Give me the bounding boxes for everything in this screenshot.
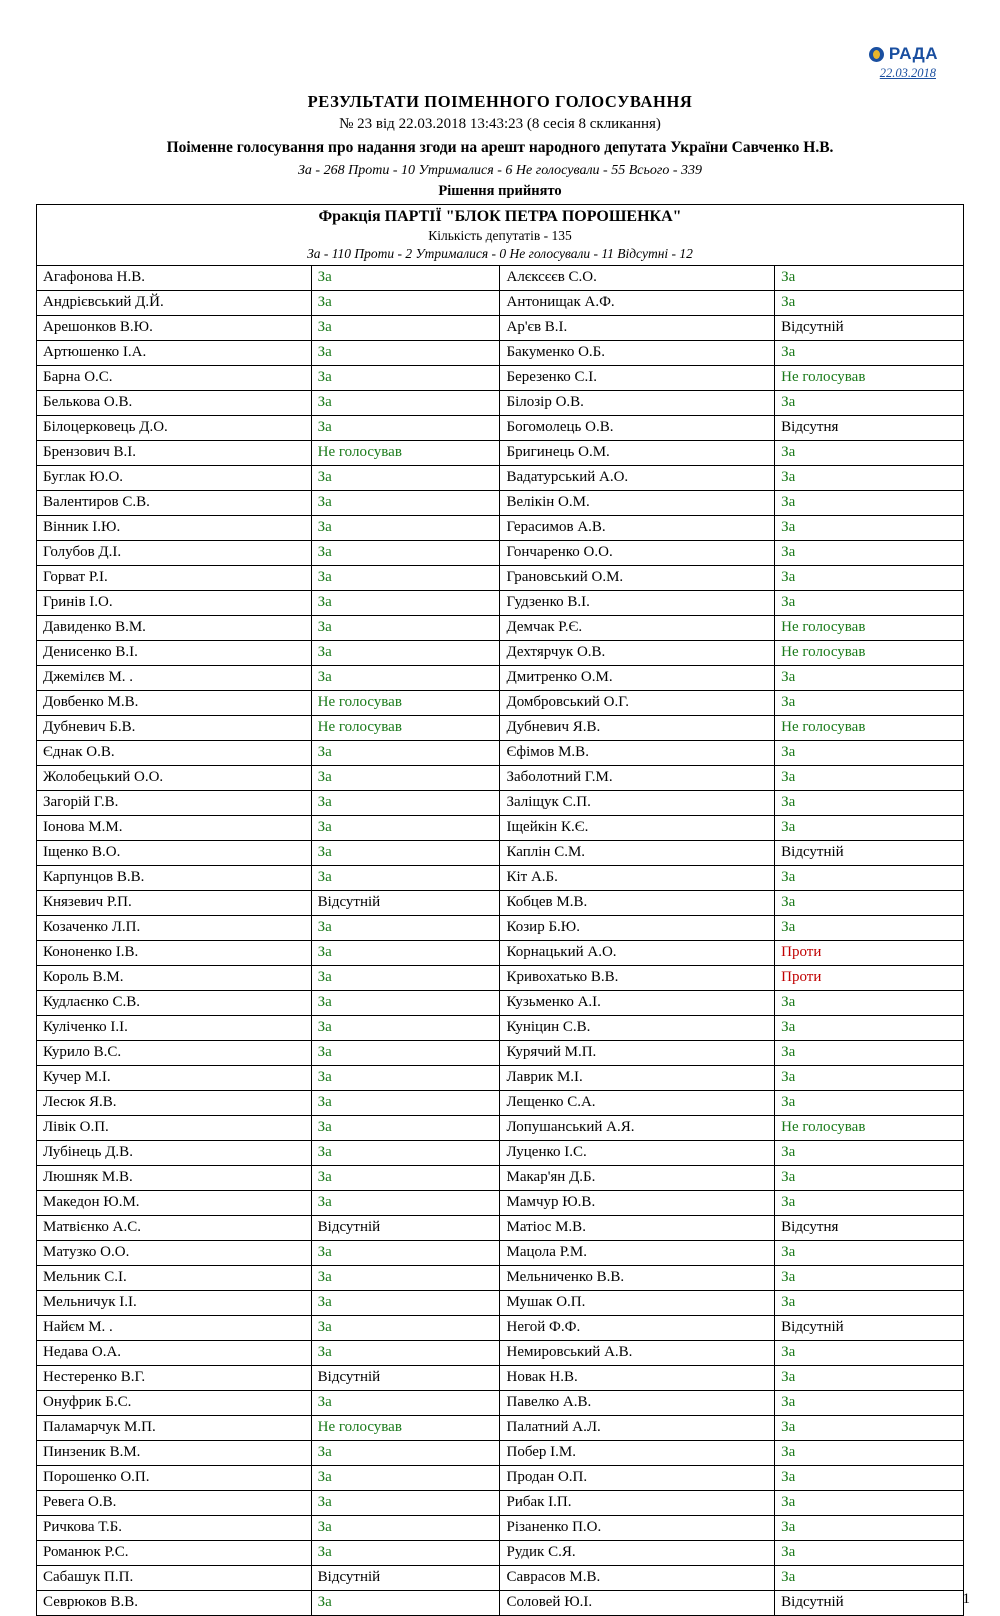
deputy-name: Довбенко М.В.	[37, 690, 312, 715]
vote-value: За	[775, 1190, 964, 1215]
deputy-name: Різаненко П.О.	[500, 1515, 775, 1540]
deputy-name: Дубневич Я.В.	[500, 715, 775, 740]
vote-question: Поіменне голосування про надання згоди на арешт народного депутата України Савченко Н.В.	[166, 139, 834, 156]
vote-value: За	[775, 1540, 964, 1565]
vote-value: За	[311, 415, 500, 440]
table-row	[37, 965, 964, 990]
deputy-name: Сабашук П.П.	[37, 1565, 312, 1590]
deputy-name: Палатний А.Л.	[500, 1415, 775, 1440]
vote-value: За	[311, 840, 500, 865]
vote-value: За	[311, 1315, 500, 1340]
deputy-name: Куліченко І.І.	[37, 1015, 312, 1040]
deputy-name: Кузьменко А.І.	[500, 990, 775, 1015]
deputy-name: Луценко І.С.	[500, 1140, 775, 1165]
deputy-name: Курило В.С.	[37, 1040, 312, 1065]
deputy-name: Домбровський О.Г.	[500, 690, 775, 715]
vote-value: За	[775, 790, 964, 815]
voting-table-body	[37, 265, 964, 1615]
vote-value: Відсутній	[311, 1565, 500, 1590]
deputy-name: Гудзенко В.І.	[500, 590, 775, 615]
vote-value: Проти	[775, 965, 964, 990]
vote-value: За	[311, 1040, 500, 1065]
vote-value: За	[775, 1165, 964, 1190]
vote-value: За	[775, 1390, 964, 1415]
vote-value: За	[775, 1440, 964, 1465]
deputy-name: Мельниченко В.В.	[500, 1265, 775, 1290]
table-row	[37, 1040, 964, 1065]
deputy-name: Дубневич Б.В.	[37, 715, 312, 740]
vote-value: За	[775, 1365, 964, 1390]
document-header	[36, 0, 964, 200]
deputy-name: Лубінець Д.В.	[37, 1140, 312, 1165]
deputy-name: Брензович В.І.	[37, 440, 312, 465]
vote-value: За	[775, 1465, 964, 1490]
page-title: РЕЗУЛЬТАТИ ПОІМЕННОГО ГОЛОСУВАННЯ	[307, 92, 693, 111]
deputy-name: Горват Р.І.	[37, 565, 312, 590]
vote-value: За	[311, 1265, 500, 1290]
table-row	[37, 1090, 964, 1115]
deputy-name: Грановський О.М.	[500, 565, 775, 590]
table-row	[37, 740, 964, 765]
vote-value: За	[775, 865, 964, 890]
vote-value: За	[311, 315, 500, 340]
faction-deputy-count: Кількість депутатів - 135	[428, 227, 572, 243]
table-row	[37, 1215, 964, 1240]
vote-value: За	[311, 590, 500, 615]
deputy-name: Агафонова Н.В.	[37, 265, 312, 290]
deputy-name: Негой Ф.Ф.	[500, 1315, 775, 1340]
vote-value: За	[775, 590, 964, 615]
vote-value: За	[311, 1240, 500, 1265]
table-row	[37, 440, 964, 465]
deputy-name: Вінник І.Ю.	[37, 515, 312, 540]
deputy-name: Кудлаєнко С.В.	[37, 990, 312, 1015]
table-row	[37, 1465, 964, 1490]
decision-status: Рішення прийнято	[438, 182, 562, 199]
table-row	[37, 940, 964, 965]
vote-value: За	[775, 1065, 964, 1090]
table-row	[37, 1540, 964, 1565]
deputy-name: Богомолець О.В.	[500, 415, 775, 440]
vote-value: Не голосував	[775, 365, 964, 390]
vote-value: За	[775, 340, 964, 365]
deputy-name: Дехтярчук О.В.	[500, 640, 775, 665]
vote-value: За	[311, 265, 500, 290]
deputy-name: Новак Н.В.	[500, 1365, 775, 1390]
table-row	[37, 1490, 964, 1515]
table-row	[37, 615, 964, 640]
vote-value: За	[775, 440, 964, 465]
deputy-name: Порошенко О.П.	[37, 1465, 312, 1490]
vote-value: За	[311, 640, 500, 665]
deputy-name: Карпунцов В.В.	[37, 865, 312, 890]
deputy-name: Алєксєєв С.О.	[500, 265, 775, 290]
deputy-name: Іщенко В.О.	[37, 840, 312, 865]
vote-value: За	[311, 915, 500, 940]
table-row	[37, 590, 964, 615]
table-row	[37, 565, 964, 590]
vote-value: За	[775, 1090, 964, 1115]
table-row	[37, 665, 964, 690]
vote-value: Не голосував	[311, 690, 500, 715]
vote-value: Відсутній	[775, 1590, 964, 1615]
vote-value: За	[311, 765, 500, 790]
deputy-name: Герасимов А.В.	[500, 515, 775, 540]
table-row	[37, 1340, 964, 1365]
vote-value: Не голосував	[311, 440, 500, 465]
deputy-name: Бакуменко О.Б.	[500, 340, 775, 365]
faction-header-row	[37, 204, 964, 265]
vote-value: За	[311, 1490, 500, 1515]
deputy-name: Давиденко В.М.	[37, 615, 312, 640]
deputy-name: Бригинець О.М.	[500, 440, 775, 465]
deputy-name: Лесюк Я.В.	[37, 1090, 312, 1115]
table-row	[37, 640, 964, 665]
deputy-name: Каплін С.М.	[500, 840, 775, 865]
vote-value: За	[775, 890, 964, 915]
deputy-name: Козир Б.Ю.	[500, 915, 775, 940]
vote-value: За	[775, 540, 964, 565]
table-row	[37, 1240, 964, 1265]
table-row	[37, 915, 964, 940]
vote-value: Відсутній	[775, 315, 964, 340]
deputy-name: Арешонков В.Ю.	[37, 315, 312, 340]
vote-value: За	[775, 1515, 964, 1540]
table-row	[37, 290, 964, 315]
deputy-name: Загорій Г.В.	[37, 790, 312, 815]
vote-value: Відсутній	[775, 1315, 964, 1340]
vote-value: За	[775, 1490, 964, 1515]
vote-value: За	[311, 540, 500, 565]
vote-value: Не голосував	[775, 640, 964, 665]
vote-value: За	[311, 1065, 500, 1090]
table-row	[37, 515, 964, 540]
vote-value: За	[775, 290, 964, 315]
vote-value: За	[775, 1140, 964, 1165]
table-row	[37, 865, 964, 890]
deputy-name: Єднак О.В.	[37, 740, 312, 765]
vote-value: За	[311, 1390, 500, 1415]
vote-value: За	[775, 265, 964, 290]
vote-value: За	[311, 1090, 500, 1115]
vote-value: За	[775, 815, 964, 840]
table-row	[37, 490, 964, 515]
deputy-name: Мацола Р.М.	[500, 1240, 775, 1265]
vote-value: За	[311, 1140, 500, 1165]
deputy-name: Ар'єв В.І.	[500, 315, 775, 340]
deputy-name: Заболотний Г.М.	[500, 765, 775, 790]
deputy-name: Лівік О.П.	[37, 1115, 312, 1140]
vote-value: За	[311, 615, 500, 640]
vote-value: За	[311, 790, 500, 815]
table-row	[37, 1290, 964, 1315]
deputy-name: Кобцев М.В.	[500, 890, 775, 915]
deputy-name: Люшняк М.В.	[37, 1165, 312, 1190]
vote-value: Відсутня	[775, 415, 964, 440]
deputy-name: Барна О.С.	[37, 365, 312, 390]
vote-value: За	[311, 740, 500, 765]
deputy-name: Корнацький А.О.	[500, 940, 775, 965]
rada-logo-block	[808, 44, 938, 81]
table-row	[37, 1590, 964, 1615]
rada-logo-text: РАДА	[888, 44, 938, 63]
vote-value: За	[311, 990, 500, 1015]
table-row	[37, 265, 964, 290]
vote-number-datetime: № 23 від 22.03.2018 13:43:23 (8 сесія 8 скликання)	[339, 116, 661, 132]
vote-value: Відсутній	[311, 1365, 500, 1390]
table-row	[37, 690, 964, 715]
vote-value: За	[775, 465, 964, 490]
table-row	[37, 1515, 964, 1540]
deputy-name: Макар'ян Д.Б.	[500, 1165, 775, 1190]
vote-value: За	[311, 515, 500, 540]
deputy-name: Романюк Р.С.	[37, 1540, 312, 1565]
deputy-name: Продан О.П.	[500, 1465, 775, 1490]
vote-value: За	[311, 965, 500, 990]
faction-header-cell	[37, 204, 964, 265]
vote-value: За	[775, 1415, 964, 1440]
deputy-name: Нестеренко В.Г.	[37, 1365, 312, 1390]
vote-value: За	[775, 1565, 964, 1590]
deputy-name: Вадатурський А.О.	[500, 465, 775, 490]
vote-value: Не голосував	[775, 715, 964, 740]
vote-value: За	[311, 815, 500, 840]
vote-value: Проти	[775, 940, 964, 965]
table-row	[37, 1440, 964, 1465]
vote-value: За	[311, 1590, 500, 1615]
vote-value: За	[311, 465, 500, 490]
vote-value: За	[775, 990, 964, 1015]
vote-value: Не голосував	[775, 1115, 964, 1140]
deputy-name: Лопушанський А.Я.	[500, 1115, 775, 1140]
deputy-name: Демчак Р.Є.	[500, 615, 775, 640]
deputy-name: Мушак О.П.	[500, 1290, 775, 1315]
deputy-name: Білоцерковець Д.О.	[37, 415, 312, 440]
table-row	[37, 315, 964, 340]
logo-row	[808, 44, 938, 64]
deputy-name: Король В.М.	[37, 965, 312, 990]
deputy-name: Матузко О.О.	[37, 1240, 312, 1265]
vote-value: За	[311, 1465, 500, 1490]
vote-value: За	[775, 740, 964, 765]
table-row	[37, 415, 964, 440]
table-row	[37, 890, 964, 915]
deputy-name: Буглак Ю.О.	[37, 465, 312, 490]
deputy-name: Кіт А.Б.	[500, 865, 775, 890]
table-row	[37, 790, 964, 815]
vote-value: За	[311, 365, 500, 390]
rada-emblem-icon	[869, 47, 884, 62]
vote-value: За	[311, 1440, 500, 1465]
deputy-name: Саврасов М.В.	[500, 1565, 775, 1590]
deputy-name: Іщейкін К.Є.	[500, 815, 775, 840]
vote-value: За	[311, 940, 500, 965]
document-date: 22.03.2018	[879, 66, 936, 80]
table-row	[37, 540, 964, 565]
deputy-name: Паламарчук М.П.	[37, 1415, 312, 1440]
deputy-name: Джемілєв М. .	[37, 665, 312, 690]
deputy-name: Соловей Ю.І.	[500, 1590, 775, 1615]
table-row	[37, 990, 964, 1015]
table-row	[37, 765, 964, 790]
deputy-name: Гончаренко О.О.	[500, 540, 775, 565]
deputy-name: Заліщук С.П.	[500, 790, 775, 815]
deputy-name: Онуфрик Б.С.	[37, 1390, 312, 1415]
deputy-name: Немировський А.В.	[500, 1340, 775, 1365]
deputy-name: Севрюков В.В.	[37, 1590, 312, 1615]
deputy-name: Найєм М. .	[37, 1315, 312, 1340]
deputy-name: Лещенко С.А.	[500, 1090, 775, 1115]
vote-value: За	[311, 1015, 500, 1040]
deputy-name: Матвієнко А.С.	[37, 1215, 312, 1240]
vote-value: За	[775, 690, 964, 715]
table-row	[37, 815, 964, 840]
vote-value: За	[311, 1190, 500, 1215]
deputy-name: Білозір О.В.	[500, 390, 775, 415]
vote-value: За	[775, 1340, 964, 1365]
vote-value: За	[311, 1290, 500, 1315]
vote-value: Відсутній	[775, 840, 964, 865]
deputy-name: Лаврик М.І.	[500, 1065, 775, 1090]
deputy-name: Денисенко В.І.	[37, 640, 312, 665]
faction-tally: За - 110 Проти - 2 Утрималися - 0 Не голосували - 11 Відсутні - 12	[307, 245, 693, 261]
deputy-name: Жолобецький О.О.	[37, 765, 312, 790]
vote-value: За	[775, 565, 964, 590]
vote-value: За	[311, 1540, 500, 1565]
vote-value: Відсутній	[311, 1215, 500, 1240]
deputy-name: Мельничук І.І.	[37, 1290, 312, 1315]
deputy-name: Іонова М.М.	[37, 815, 312, 840]
vote-value: Не голосував	[311, 715, 500, 740]
table-row	[37, 840, 964, 865]
vote-value: Не голосував	[775, 615, 964, 640]
table-row	[37, 1165, 964, 1190]
vote-value: За	[775, 915, 964, 940]
vote-value: За	[775, 665, 964, 690]
vote-value: Відсутній	[311, 890, 500, 915]
vote-value: За	[311, 290, 500, 315]
table-row	[37, 340, 964, 365]
deputy-name: Велікін О.М.	[500, 490, 775, 515]
voting-table	[36, 204, 964, 1616]
deputy-name: Пинзеник В.М.	[37, 1440, 312, 1465]
table-row	[37, 1265, 964, 1290]
table-row	[37, 1190, 964, 1215]
table-row	[37, 1015, 964, 1040]
vote-value: За	[311, 340, 500, 365]
overall-tally: За - 268 Проти - 10 Утрималися - 6 Не голосували - 55 Всього - 339	[298, 162, 702, 178]
deputy-name: Рибак І.П.	[500, 1490, 775, 1515]
vote-value: За	[775, 490, 964, 515]
deputy-name: Рудик С.Я.	[500, 1540, 775, 1565]
deputy-name: Курячий М.П.	[500, 1040, 775, 1065]
table-row	[37, 1140, 964, 1165]
deputy-name: Артюшенко І.А.	[37, 340, 312, 365]
deputy-name: Князевич Р.П.	[37, 890, 312, 915]
deputy-name: Березенко С.І.	[500, 365, 775, 390]
deputy-name: Павелко А.В.	[500, 1390, 775, 1415]
table-row	[37, 465, 964, 490]
vote-value: За	[311, 565, 500, 590]
deputy-name: Голубов Д.І.	[37, 540, 312, 565]
deputy-name: Белькова О.В.	[37, 390, 312, 415]
deputy-name: Мамчур Ю.В.	[500, 1190, 775, 1215]
page-number: 1	[962, 1590, 970, 1607]
table-row	[37, 1390, 964, 1415]
deputy-name: Єфімов М.В.	[500, 740, 775, 765]
vote-value: За	[775, 765, 964, 790]
deputy-name: Гринів І.О.	[37, 590, 312, 615]
vote-value: За	[775, 515, 964, 540]
deputy-name: Андрієвський Д.Й.	[37, 290, 312, 315]
table-row	[37, 1065, 964, 1090]
table-row	[37, 1565, 964, 1590]
deputy-name: Мельник С.І.	[37, 1265, 312, 1290]
deputy-name: Дмитренко О.М.	[500, 665, 775, 690]
vote-value: За	[775, 390, 964, 415]
table-row	[37, 390, 964, 415]
table-row	[37, 1415, 964, 1440]
vote-value: За	[775, 1290, 964, 1315]
deputy-name: Кучер М.І.	[37, 1065, 312, 1090]
deputy-name: Матіос М.В.	[500, 1215, 775, 1240]
deputy-name: Ричкова Т.Б.	[37, 1515, 312, 1540]
vote-value: За	[311, 865, 500, 890]
vote-value: За	[775, 1265, 964, 1290]
deputy-name: Ревега О.В.	[37, 1490, 312, 1515]
vote-value: За	[311, 390, 500, 415]
table-row	[37, 1365, 964, 1390]
faction-name: Фракція ПАРТІЇ "БЛОК ПЕТРА ПОРОШЕНКА"	[318, 207, 682, 225]
vote-value: За	[311, 1115, 500, 1140]
vote-value: За	[775, 1040, 964, 1065]
deputy-name: Валентиров С.В.	[37, 490, 312, 515]
deputy-name: Недава О.А.	[37, 1340, 312, 1365]
deputy-name: Козаченко Л.П.	[37, 915, 312, 940]
deputy-name: Кривохатько В.В.	[500, 965, 775, 990]
deputy-name: Куніцин С.В.	[500, 1015, 775, 1040]
vote-value: За	[311, 490, 500, 515]
table-row	[37, 715, 964, 740]
table-row	[37, 365, 964, 390]
vote-value: За	[311, 1515, 500, 1540]
table-row	[37, 1315, 964, 1340]
vote-value: За	[311, 665, 500, 690]
vote-value: Не голосував	[311, 1415, 500, 1440]
deputy-name: Побер І.М.	[500, 1440, 775, 1465]
deputy-name: Македон Ю.М.	[37, 1190, 312, 1215]
vote-value: Відсутня	[775, 1215, 964, 1240]
vote-value: За	[775, 1240, 964, 1265]
vote-value: За	[311, 1340, 500, 1365]
deputy-name: Антонищак А.Ф.	[500, 290, 775, 315]
deputy-name: Кононенко І.В.	[37, 940, 312, 965]
table-row	[37, 1115, 964, 1140]
vote-value: За	[775, 1015, 964, 1040]
vote-value: За	[311, 1165, 500, 1190]
